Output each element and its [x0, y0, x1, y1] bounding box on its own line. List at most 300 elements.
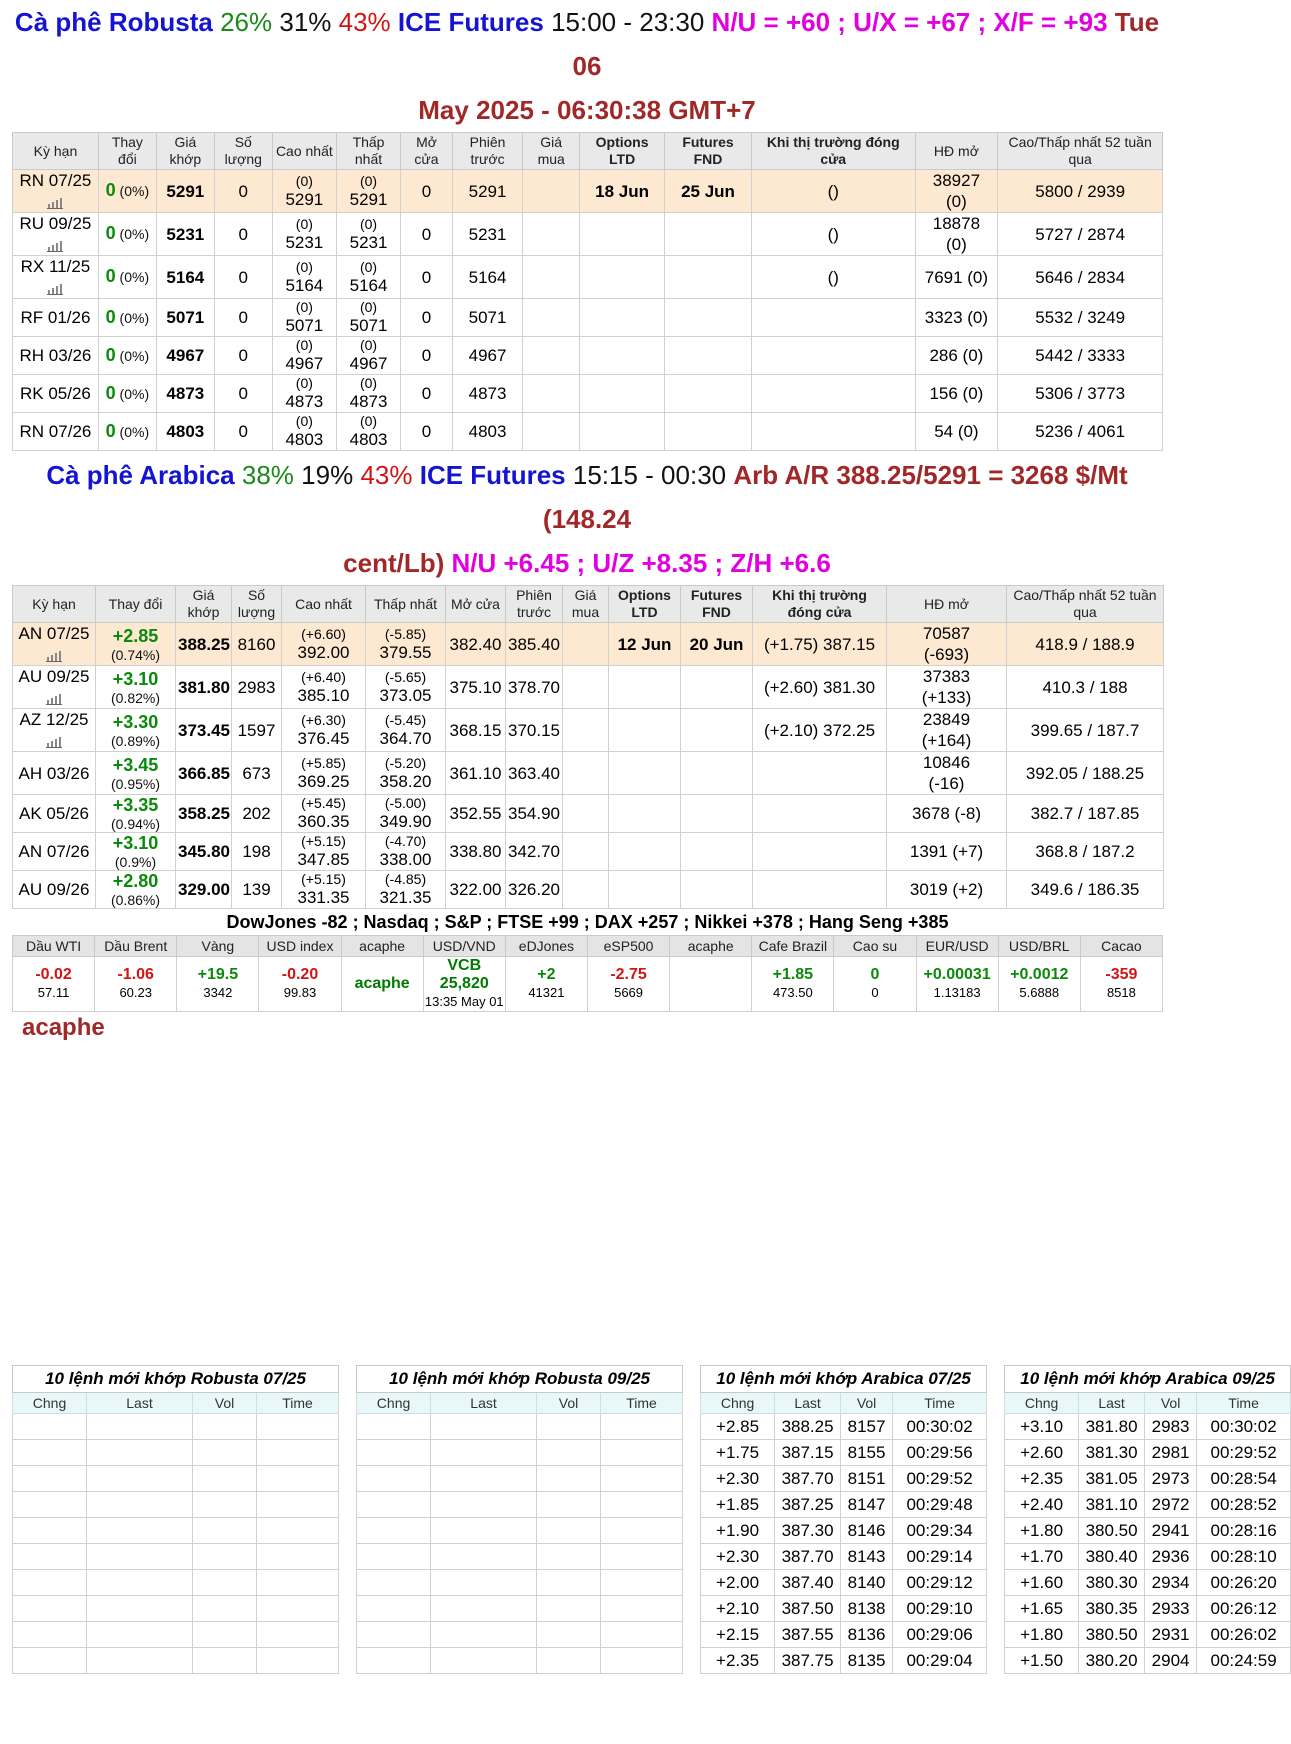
- last-price: 373.45: [176, 709, 232, 752]
- trade-cell: [87, 1440, 193, 1466]
- trade-cell: [601, 1570, 683, 1596]
- open-interest: [915, 413, 998, 451]
- trade-cell: [193, 1440, 257, 1466]
- close-settle: [753, 833, 887, 871]
- gap: [987, 1366, 1005, 1393]
- contract-term[interactable]: [13, 213, 99, 256]
- change-pct: (0%): [115, 226, 150, 242]
- market-cell: [587, 957, 669, 1012]
- trade-cell: 8143: [841, 1544, 893, 1570]
- trade-cell: [13, 1466, 87, 1492]
- low-cell: [366, 871, 446, 909]
- contract-term[interactable]: [13, 375, 99, 413]
- bid-price: [563, 666, 609, 709]
- trade-cell: 00:24:59: [1197, 1648, 1291, 1674]
- range-52w: 5646 / 2834: [998, 256, 1163, 299]
- market-change: -1.06: [117, 966, 154, 983]
- change-pct: (0.94%): [110, 816, 161, 832]
- trade-cell: +2.30: [701, 1466, 775, 1492]
- market-value: 1.13183: [933, 985, 981, 1000]
- high-value: 385.10: [297, 685, 350, 705]
- trade-cell: [13, 1492, 87, 1518]
- options-ltd: [609, 752, 681, 795]
- trade-cell: +2.00: [701, 1570, 775, 1596]
- high-value: 369.25: [297, 771, 350, 791]
- low-value: 5231: [349, 232, 388, 252]
- term-label: AU 09/26: [18, 880, 90, 899]
- market-cell: [177, 957, 259, 1012]
- acaphe-link[interactable]: acaphe: [354, 975, 410, 992]
- change-pct: (0%): [115, 347, 150, 364]
- term-label: AN 07/26: [18, 842, 90, 861]
- prev-close: 342.70: [506, 833, 563, 871]
- trades-col-header: Last: [87, 1393, 193, 1414]
- close-settle: [751, 337, 915, 375]
- trade-cell: [193, 1648, 257, 1674]
- range-52w: 5800 / 2939: [998, 170, 1163, 213]
- trade-cell: +1.80: [1005, 1518, 1079, 1544]
- close-settle: (): [751, 256, 915, 299]
- trade-cell: [357, 1518, 431, 1544]
- trade-cell: [431, 1440, 537, 1466]
- trade-cell: 387.50: [775, 1596, 841, 1622]
- close-settle: (+1.75) 387.15: [753, 623, 887, 666]
- bid-price: [563, 833, 609, 871]
- contract-term[interactable]: [13, 752, 96, 795]
- table-row[interactable]: [13, 299, 1163, 337]
- market-label: EUR/USD: [916, 936, 998, 957]
- trade-cell: [601, 1414, 683, 1440]
- options-ltd: 18 Jun: [580, 170, 665, 213]
- close-settle: (+2.10) 372.25: [753, 709, 887, 752]
- contract-term[interactable]: [13, 256, 99, 299]
- open-interest: [887, 709, 1007, 752]
- close-settle: (): [751, 170, 915, 213]
- market-cell[interactable]: [670, 957, 752, 1012]
- high-cell: [272, 213, 336, 256]
- trade-cell: [257, 1596, 339, 1622]
- trades-col-header: Last: [775, 1393, 841, 1414]
- last-price: 4873: [156, 375, 214, 413]
- volume: 0: [214, 170, 272, 213]
- market-cell: [423, 957, 505, 1012]
- trade-cell: [193, 1492, 257, 1518]
- trades-col-header: Chng: [1005, 1393, 1079, 1414]
- last-price: 5231: [156, 213, 214, 256]
- last-price: 329.00: [176, 871, 232, 909]
- trade-cell: 388.25: [775, 1414, 841, 1440]
- robusta-datetime-2: May 2025 - 06:30:38 GMT+7: [418, 95, 756, 125]
- term-label: RF 01/26: [20, 308, 91, 327]
- gap: [683, 1393, 701, 1414]
- trade-cell: [431, 1570, 537, 1596]
- change-cell: [98, 299, 156, 337]
- low-value: 358.20: [379, 771, 432, 791]
- change-cell: [98, 413, 156, 451]
- contract-term[interactable]: [13, 413, 99, 451]
- trade-cell: 387.70: [775, 1544, 841, 1570]
- high-cell: [282, 709, 366, 752]
- open-price: 0: [401, 337, 453, 375]
- trade-cell: 00:29:04: [893, 1648, 987, 1674]
- oi-value: 10846: [922, 753, 971, 772]
- chart-icon[interactable]: [47, 197, 63, 209]
- market-label: acaphe: [341, 936, 423, 957]
- robusta-col-header: Futures FND: [665, 133, 752, 170]
- volume: 0: [214, 375, 272, 413]
- open-price: 0: [401, 375, 453, 413]
- prev-close: 5164: [452, 256, 522, 299]
- market-change: +1.85: [772, 966, 814, 983]
- arabica-col-header: Mở cửa: [446, 586, 506, 623]
- change-cell: [96, 833, 176, 871]
- contract-term[interactable]: [13, 170, 99, 213]
- table-row[interactable]: [13, 337, 1163, 375]
- trade-cell: 8136: [841, 1622, 893, 1648]
- open-interest: [887, 623, 1007, 666]
- low-cell: [366, 623, 446, 666]
- arabica-col-header: Options LTD: [609, 586, 681, 623]
- term-label: RU 09/25: [19, 214, 92, 233]
- market-label: USD/VND: [423, 936, 505, 957]
- trade-cell: +2.85: [701, 1414, 775, 1440]
- gap: [339, 1518, 357, 1544]
- market-label: Dầu WTI: [13, 936, 95, 957]
- trade-cell: [87, 1570, 193, 1596]
- table-row[interactable]: [13, 256, 1163, 299]
- market-cell: [916, 957, 998, 1012]
- range-52w: 5532 / 3249: [998, 299, 1163, 337]
- trade-cell: [13, 1440, 87, 1466]
- trade-cell: [193, 1622, 257, 1648]
- trade-cell: [357, 1622, 431, 1648]
- trade-row: [13, 1544, 1291, 1570]
- change-pct: (0%): [115, 385, 150, 402]
- open-price: 0: [401, 170, 453, 213]
- trade-cell: 8155: [841, 1440, 893, 1466]
- futures-fnd: 20 Jun: [681, 623, 753, 666]
- robusta-col-header: Cao nhất: [272, 133, 336, 170]
- futures-fnd: [681, 752, 753, 795]
- chart-icon[interactable]: [47, 240, 63, 252]
- high-value: 347.85: [297, 850, 350, 869]
- low-value: 364.70: [379, 728, 432, 748]
- high-delta: (0): [295, 375, 313, 391]
- prev-close: 5071: [452, 299, 522, 337]
- options-ltd: [609, 795, 681, 833]
- change-value: +3.30: [112, 711, 159, 732]
- chart-icon[interactable]: [46, 736, 62, 748]
- trade-cell: 2973: [1145, 1466, 1197, 1492]
- bid-price: [523, 413, 580, 451]
- gap: [683, 1622, 701, 1648]
- range-52w: 382.7 / 187.85: [1007, 795, 1164, 833]
- market-label: USD/BRL: [998, 936, 1080, 957]
- trade-cell: 00:29:06: [893, 1622, 987, 1648]
- trade-cell: +2.35: [701, 1648, 775, 1674]
- trade-cell: 8146: [841, 1518, 893, 1544]
- gap: [987, 1544, 1005, 1570]
- high-delta: (0): [295, 337, 313, 353]
- low-value: 5291: [349, 189, 388, 209]
- table-row[interactable]: [13, 666, 1164, 709]
- open-price: 0: [401, 413, 453, 451]
- oi-value: 38927: [932, 171, 981, 190]
- trade-cell: [431, 1492, 537, 1518]
- bid-price: [523, 299, 580, 337]
- trade-cell: 380.35: [1079, 1596, 1145, 1622]
- chart-icon[interactable]: [47, 283, 63, 295]
- oi-value: 3678 (-8): [912, 804, 981, 823]
- trade-cell: [357, 1596, 431, 1622]
- range-52w: 392.05 / 188.25: [1007, 752, 1164, 795]
- open-price: 338.80: [446, 833, 506, 871]
- contract-term[interactable]: [13, 623, 96, 666]
- robusta-col-header: Thấp nhất: [336, 133, 400, 170]
- range-52w: 418.9 / 188.9: [1007, 623, 1164, 666]
- trade-cell: 00:29:14: [893, 1544, 987, 1570]
- contract-term[interactable]: [13, 709, 96, 752]
- table-row[interactable]: [13, 213, 1163, 256]
- contract-term[interactable]: [13, 833, 96, 871]
- open-price: 0: [401, 256, 453, 299]
- trade-cell: 00:28:54: [1197, 1466, 1291, 1492]
- trade-row: [13, 1518, 1291, 1544]
- close-settle: [753, 752, 887, 795]
- change-value: 0: [105, 382, 116, 403]
- robusta-col-header: Kỳ hạn: [13, 133, 99, 170]
- market-change: +0.0012: [1010, 966, 1069, 983]
- trade-row: [13, 1596, 1291, 1622]
- low-value: 4967: [349, 354, 388, 373]
- change-value: 0: [105, 344, 116, 365]
- robusta-col-header: Giá mua: [523, 133, 580, 170]
- trade-cell: [13, 1570, 87, 1596]
- gap: [683, 1570, 701, 1596]
- low-cell: [366, 666, 446, 709]
- table-row[interactable]: [13, 413, 1163, 451]
- trade-cell: 381.80: [1079, 1414, 1145, 1440]
- futures-fnd: [681, 795, 753, 833]
- market-value: 0: [871, 985, 879, 1000]
- oi-delta: (0): [946, 192, 967, 211]
- trade-cell: 00:30:02: [893, 1414, 987, 1440]
- trade-cell: 00:28:16: [1197, 1518, 1291, 1544]
- acaphe-logo[interactable]: acaphe: [22, 1014, 105, 1041]
- contract-term[interactable]: [13, 299, 99, 337]
- market-value: 5.6888: [1019, 985, 1060, 1000]
- robusta-pct-1: 26%: [220, 7, 273, 37]
- close-settle: (+2.60) 381.30: [753, 666, 887, 709]
- range-52w: 410.3 / 188: [1007, 666, 1164, 709]
- trade-cell: +1.65: [1005, 1596, 1079, 1622]
- trade-cell: +1.60: [1005, 1570, 1079, 1596]
- change-pct: (0.86%): [110, 892, 161, 908]
- high-cell: [282, 752, 366, 795]
- gap: [683, 1596, 701, 1622]
- prev-close: 4967: [452, 337, 522, 375]
- change-value: +3.10: [112, 833, 159, 853]
- high-delta: (+6.60): [301, 625, 346, 642]
- trade-cell: [193, 1518, 257, 1544]
- low-delta: (0): [359, 375, 378, 391]
- high-cell: [282, 871, 366, 909]
- arabica-col-header: Cao nhất: [282, 586, 366, 623]
- trade-cell: [87, 1492, 193, 1518]
- high-delta: (+6.40): [301, 668, 346, 685]
- market-cell[interactable]: [341, 957, 423, 1012]
- trades-col-header: Vol: [193, 1393, 257, 1414]
- low-delta: (-5.85): [384, 625, 427, 642]
- table-row[interactable]: [13, 795, 1164, 833]
- trade-cell: 00:29:10: [893, 1596, 987, 1622]
- open-interest: [887, 833, 1007, 871]
- trades-title: 10 lệnh mới khớp Robusta 07/25: [13, 1366, 339, 1393]
- change-pct: (0.82%): [110, 689, 161, 706]
- gap: [339, 1466, 357, 1492]
- oi-value: 3323 (0): [924, 308, 989, 327]
- oi-value: 70587: [922, 624, 971, 643]
- robusta-col-header: Khi thị trường đóng cửa: [751, 133, 915, 170]
- trade-cell: 00:28:10: [1197, 1544, 1291, 1570]
- low-delta: (0): [359, 172, 378, 189]
- last-price: 358.25: [176, 795, 232, 833]
- robusta-col-header: HĐ mở: [915, 133, 998, 170]
- table-row[interactable]: [13, 623, 1164, 666]
- range-52w: 5442 / 3333: [998, 337, 1163, 375]
- gap: [987, 1414, 1005, 1440]
- high-cell: [272, 413, 336, 451]
- gap: [987, 1466, 1005, 1492]
- range-52w: 5236 / 4061: [998, 413, 1163, 451]
- gap: [339, 1414, 357, 1440]
- low-cell: [366, 709, 446, 752]
- trade-cell: 2983: [1145, 1414, 1197, 1440]
- trade-cell: [601, 1622, 683, 1648]
- trade-cell: 380.50: [1079, 1622, 1145, 1648]
- market-cell: [1080, 957, 1162, 1012]
- chart-icon[interactable]: [46, 650, 62, 662]
- volume: 0: [214, 337, 272, 375]
- trade-cell: [87, 1648, 193, 1674]
- arabica-spreads: N/U +6.45 ; U/Z +8.35 ; Z/H +6.6: [451, 548, 831, 578]
- chart-icon[interactable]: [46, 693, 62, 705]
- bid-price: [563, 752, 609, 795]
- trade-cell: [537, 1648, 601, 1674]
- market-cell: [752, 957, 834, 1012]
- trade-cell: 8138: [841, 1596, 893, 1622]
- arabica-title: Cà phê Arabica: [46, 460, 235, 490]
- trades-col-header: Chng: [13, 1393, 87, 1414]
- trades-title: 10 lệnh mới khớp Robusta 09/25: [357, 1366, 683, 1393]
- trade-cell: 2981: [1145, 1440, 1197, 1466]
- trade-cell: [537, 1414, 601, 1440]
- range-52w: 399.65 / 187.7: [1007, 709, 1164, 752]
- futures-fnd: [665, 337, 752, 375]
- bid-price: [563, 709, 609, 752]
- trade-row: [13, 1648, 1291, 1674]
- oi-value: 7691 (0): [924, 267, 989, 287]
- low-cell: [366, 833, 446, 871]
- table-row[interactable]: [13, 833, 1164, 871]
- trade-cell: 00:29:56: [893, 1440, 987, 1466]
- bid-price: [523, 375, 580, 413]
- market-value: 5669: [614, 985, 644, 1000]
- bid-price: [563, 871, 609, 909]
- prev-close: 326.20: [506, 871, 563, 909]
- high-value: 331.35: [297, 888, 350, 907]
- prev-close: 363.40: [506, 752, 563, 795]
- arabica-quote-table: [12, 585, 1164, 909]
- low-value: 4873: [349, 392, 388, 411]
- high-cell: [282, 795, 366, 833]
- trade-cell: 00:29:52: [1197, 1440, 1291, 1466]
- table-row[interactable]: [13, 170, 1163, 213]
- close-settle: [753, 871, 887, 909]
- gap: [339, 1596, 357, 1622]
- low-cell: [336, 337, 400, 375]
- high-cell: [282, 833, 366, 871]
- market-label: Dầu Brent: [95, 936, 177, 957]
- trade-cell: [537, 1544, 601, 1570]
- change-cell: [96, 623, 176, 666]
- oi-value: 37383: [922, 667, 971, 686]
- change-cell: [96, 795, 176, 833]
- market-change: +19.5: [197, 966, 239, 983]
- arabica-col-header: Thay đổi: [96, 586, 176, 623]
- trade-cell: 00:26:20: [1197, 1570, 1291, 1596]
- trade-cell: [87, 1544, 193, 1570]
- high-value: 4967: [285, 354, 324, 373]
- contract-term[interactable]: [13, 666, 96, 709]
- change-value: 0: [105, 180, 116, 200]
- trade-cell: +2.40: [1005, 1492, 1079, 1518]
- high-value: 5071: [285, 316, 324, 335]
- market-value: 99.83: [283, 985, 317, 1000]
- gap: [683, 1492, 701, 1518]
- trade-cell: [87, 1596, 193, 1622]
- trade-cell: +1.75: [701, 1440, 775, 1466]
- world-indices: DowJones -82 ; Nasdaq ; S&P ; FTSE +99 ; DAX +257 ; Nikkei +378 ; Hang Seng +385: [226, 912, 949, 932]
- market-change: 0: [870, 966, 880, 983]
- trade-cell: [431, 1414, 537, 1440]
- trade-cell: 8157: [841, 1414, 893, 1440]
- table-row[interactable]: [13, 375, 1163, 413]
- trade-cell: [601, 1466, 683, 1492]
- options-ltd: [609, 871, 681, 909]
- open-price: 382.40: [446, 623, 506, 666]
- trade-cell: 387.30: [775, 1518, 841, 1544]
- open-interest: [915, 213, 998, 256]
- table-row[interactable]: [13, 871, 1164, 909]
- arabica-hours: 15:15 - 00:30: [572, 460, 727, 490]
- contract-term[interactable]: [13, 871, 96, 909]
- change-pct: (0.74%): [110, 646, 161, 663]
- trade-cell: 381.30: [1079, 1440, 1145, 1466]
- trade-cell: [357, 1440, 431, 1466]
- trades-col-header: Last: [1079, 1393, 1145, 1414]
- trade-cell: [13, 1648, 87, 1674]
- trade-cell: 2936: [1145, 1544, 1197, 1570]
- table-row[interactable]: [13, 752, 1164, 795]
- range-52w: 5727 / 2874: [998, 213, 1163, 256]
- contract-term[interactable]: [13, 337, 99, 375]
- market-change: VCB 25,820: [439, 957, 489, 992]
- table-row[interactable]: [13, 709, 1164, 752]
- high-delta: (+5.45): [301, 795, 346, 811]
- arabica-col-header: Giá mua: [563, 586, 609, 623]
- contract-term[interactable]: [13, 795, 96, 833]
